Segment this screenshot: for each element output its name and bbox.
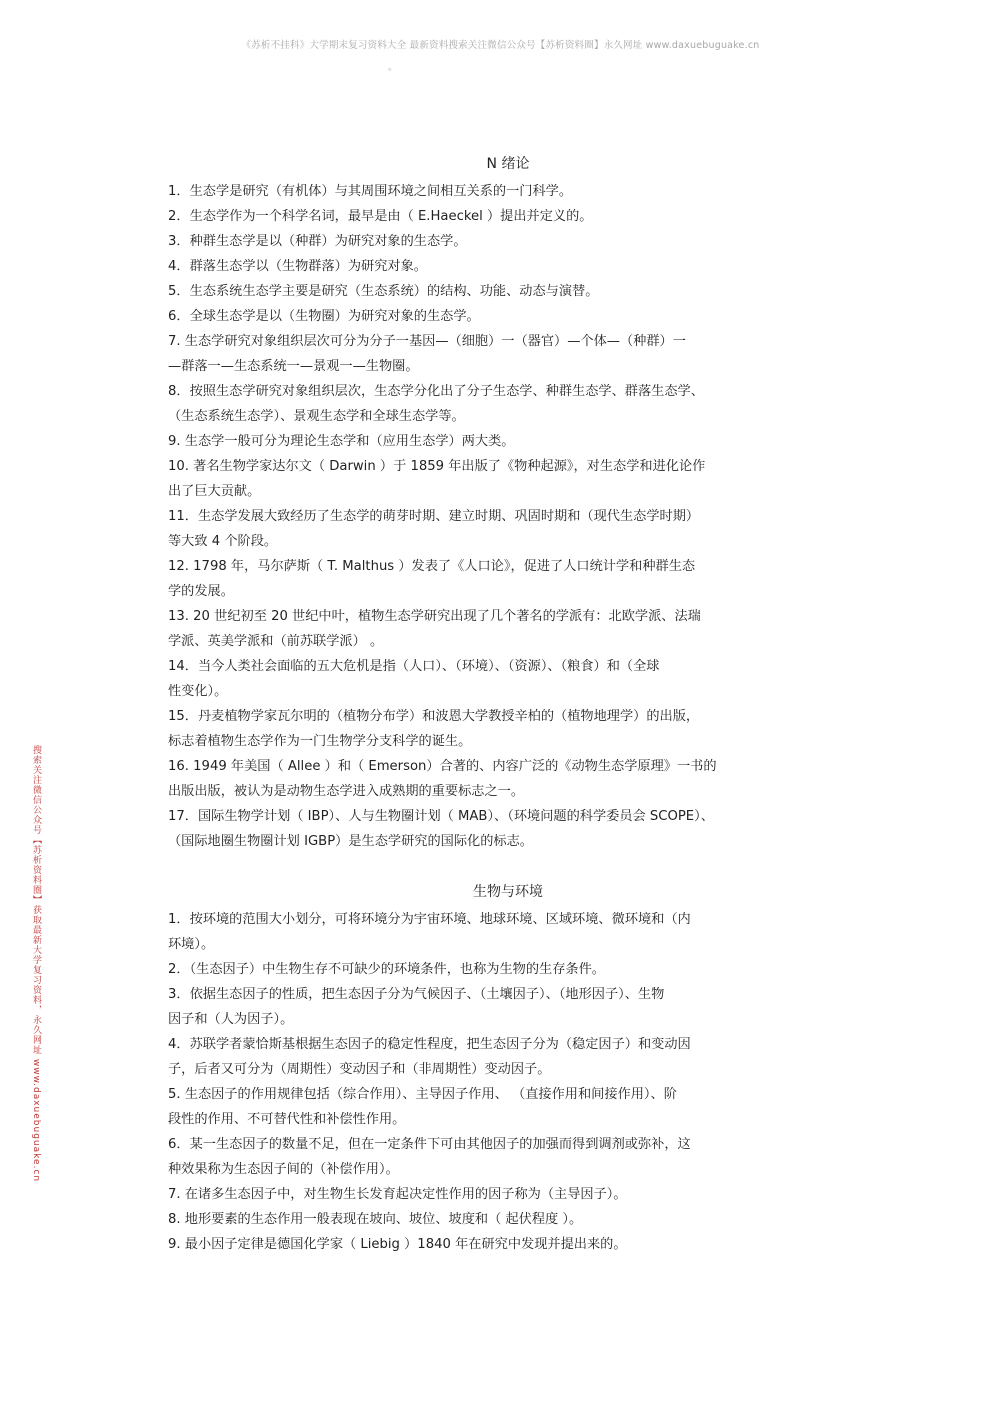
question-line: 6．全球生态学是以（生物圈）为研究对象的生态学。 [168,309,480,324]
question-line: （国际地圈生物圈计划 IGBP）是生态学研究的国际化的标志。 [168,834,533,849]
question-line: 3．依据生态因子的性质，把生态因子分为气候因子、（土壤因子）、（地形因子）、生物 [168,987,665,1002]
question-line: 学的发展。 [168,584,234,599]
section-environment-questions [168,907,848,1257]
question-line: 8. 地形要素的生态作用一般表现在坡向、坡位、坡度和（ 起伏程度 ）。 [168,1212,583,1227]
page-header: 《苏析不挂科》大学期末复习资料大全 最新资料搜索关注微信公众号【苏析资料圈】永久网址 www.daxuebuguake.cn [241,40,760,51]
question-line: 段性的作用、不可替代性和补偿性作用。 [168,1112,406,1127]
question-line: 标志着植物生态学作为一门生物学分支科学的诞生。 [168,734,472,749]
section-intro-questions [168,179,848,854]
question-line: 1．按环境的范围大小划分，可将环境分为宇宙环境、地球环境、区域环境、微环境和（内 [168,912,691,927]
question-line: —群落一—生态系统一—景观一—生物圈。 [168,359,419,374]
question-line: 7. 生态学研究对象组织层次可分为分子一基因—（细胞）一（器官）—个体—（种群）一 [168,334,686,349]
sidebar-watermark: 搜索关注微信公众号【苏析资料圈】获取最新大学复习资料，永久网址 www.daxuebuguake.cn [31,745,41,1183]
question-line: 出版出版，被认为是动物生态学进入成熟期的重要标志之一。 [168,784,525,799]
question-line: 13. 20 世纪初至 20 世纪中叶，植物生态学研究出现了几个著名的学派有：北欧学派、法瑞 [168,609,701,624]
question-line: 4．群落生态学以（生物群落）为研究对象。 [168,259,427,274]
question-line: 17．国际生物学计划（ IBP）、人与生物圈计划（ MAB）、（环境问题的科学委员会 SCOPE）、 [168,809,714,824]
question-line: 16. 1949 年美国（ Allee ）和（ Emerson）合著的、内容广泛的《动物生态学原理》一书的 [168,759,717,774]
question-line: 性变化）。 [168,684,228,699]
question-line: 12. 1798 年，马尔萨斯（ T. Malthus ）发表了《人口论》，促进了人口统计学和种群生态 [168,559,696,574]
question-line: 2．生态学作为一个科学名词，最早是由（ E.Haeckel ）提出并定义的。 [168,209,593,224]
question-line: 种效果称为生态因子间的（补偿作用）。 [168,1162,399,1177]
question-line: 11．生态学发展大致经历了生态学的萌芽时期、建立时期、巩固时期和（现代生态学时期） [168,509,700,524]
question-line: 14．当今人类社会面临的五大危机是指（人口）、（环境）、（资源）、（粮食）和（全球 [168,659,660,674]
question-line: 因子和（人为因子）。 [168,1012,294,1027]
question-line: 5．生态系统生态学主要是研究（生态系统）的结构、功能、动态与演替。 [168,284,599,299]
question-line: 9. 最小因子定律是德国化学家（ Liebig ）1840 年在研究中发现并提出来的。 [168,1237,627,1252]
question-line: 4．苏联学者蒙恰斯基根据生态因子的稳定性程度，把生态因子分为（稳定因子）和变动因 [168,1037,691,1052]
question-line: 环境）。 [168,937,215,952]
question-line: 3．种群生态学是以（种群）为研究对象的生态学。 [168,234,467,249]
question-line: 9. 生态学一般可分为理论生态学和（应用生态学）两大类。 [168,434,515,449]
question-line: 2．（生态因子）中生物生存不可缺少的环境条件，也称为生物的生存条件。 [168,962,605,977]
section-title-environment: 生物与环境 [473,884,543,900]
question-line: 学派、英美学派和（前苏联学派） 。 [168,634,384,649]
question-line: 1．生态学是研究（有机体）与其周围环境之间相互关系的一门科学。 [168,184,573,199]
question-line: 等大致 4 个阶段。 [168,534,278,549]
question-line: 出了巨大贡献。 [168,484,261,499]
question-line: （生态系统生态学）、景观生态学和全球生态学等。 [168,409,465,424]
question-line: 5. 生态因子的作用规律包括（综合作用）、主导因子作用、 （直接作用和间接作用）、阶 [168,1087,677,1102]
question-line: 8．按照生态学研究对象组织层次，生态学分化出了分子生态学、种群生态学、群落生态学、 [168,384,704,399]
document-body [168,150,848,1257]
question-line: 7. 在诸多生态因子中，对生物生长发育起决定性作用的因子称为（主导因子）。 [168,1187,627,1202]
question-line: 15．丹麦植物学家瓦尔明的（植物分布学）和波恩大学教授辛柏的（植物地理学）的出版， [168,709,700,724]
header-dot: 。 [388,62,398,73]
question-line: 子，后者又可分为（周期性）变动因子和（非周期性）变动因子。 [168,1062,551,1077]
question-line: 6．某一生态因子的数量不足，但在一定条件下可由其他因子的加强而得到调剂或弥补，这 [168,1137,691,1152]
section-title-intro: N 绪论 [486,156,530,172]
question-line: 10. 著名生物学家达尔文（ Darwin ）于 1859 年出版了《物种起源》，对生态学和进化论作 [168,459,706,474]
